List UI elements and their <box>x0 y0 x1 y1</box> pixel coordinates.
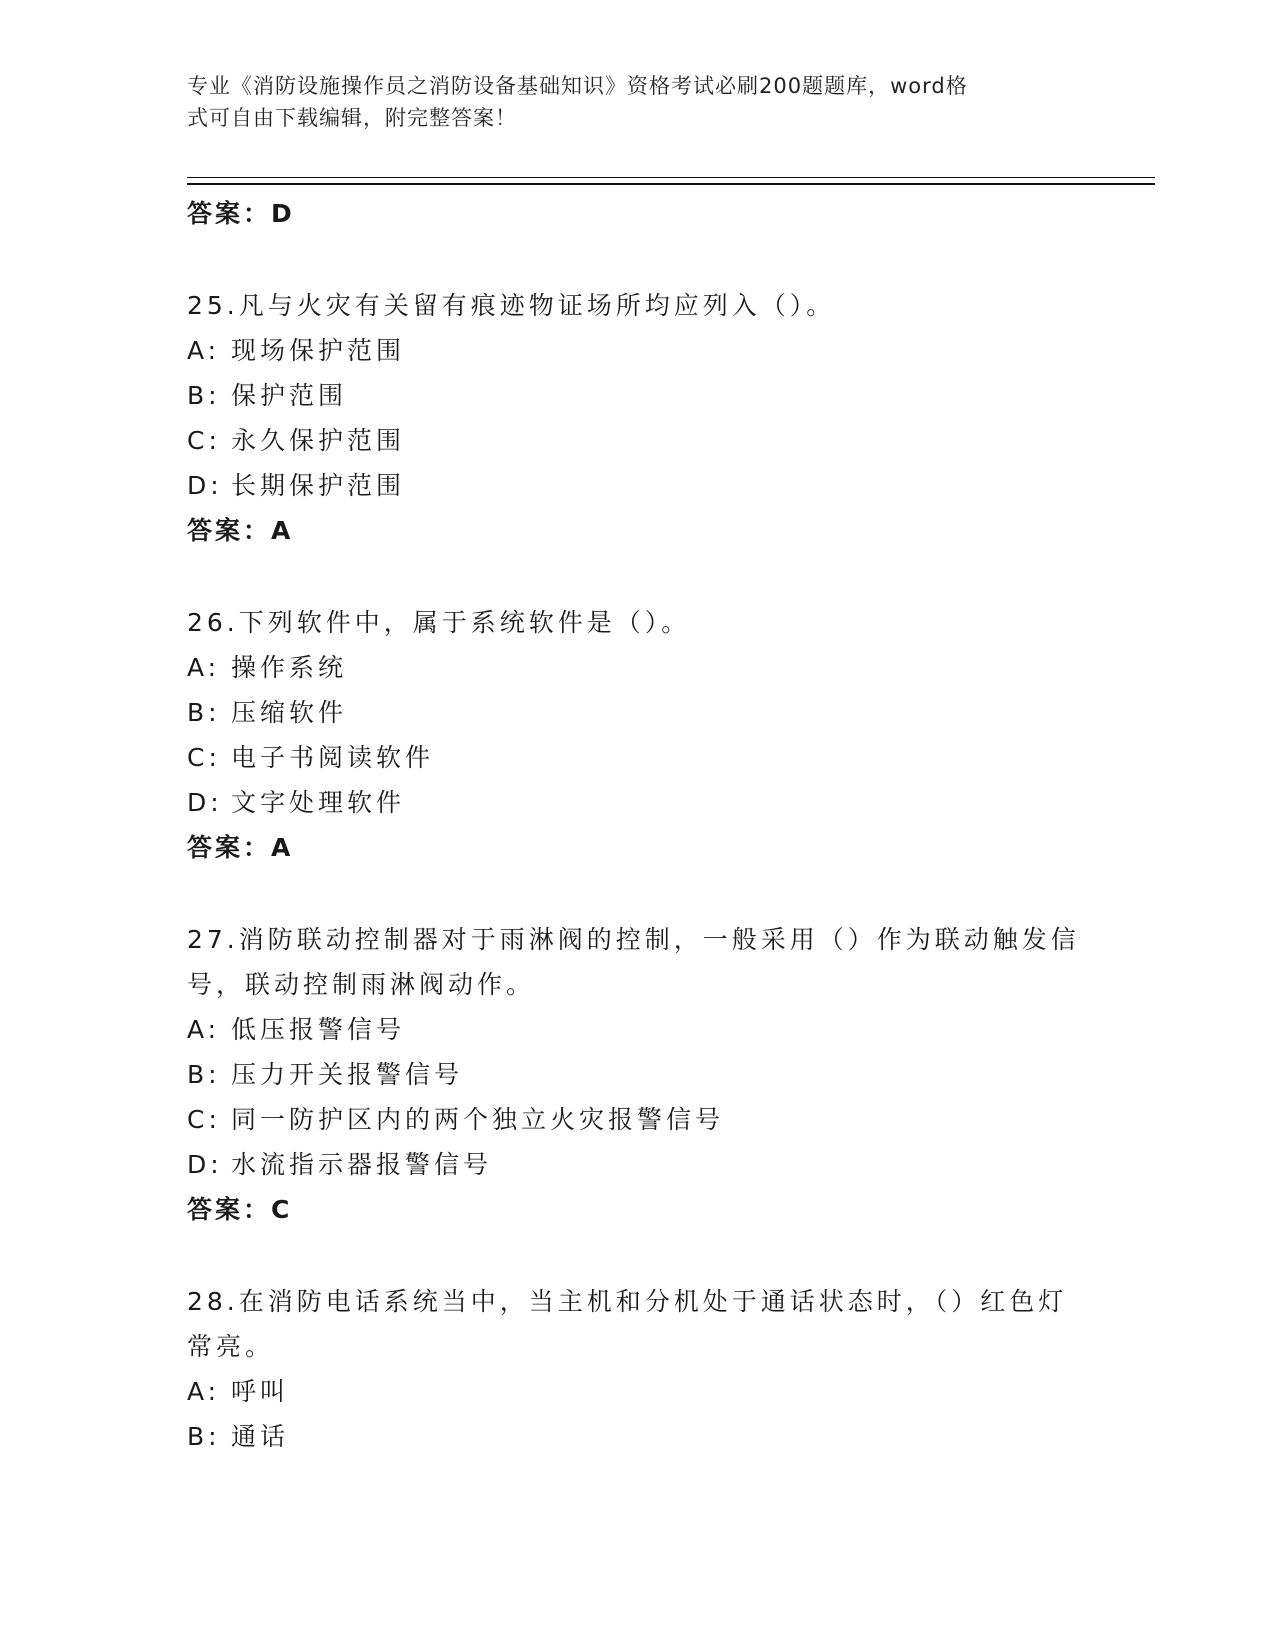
option-text: 压缩软件 <box>231 698 348 727</box>
previous-answer: 答案：D <box>187 199 295 228</box>
option-text: 通话 <box>231 1422 290 1451</box>
option-b <box>187 1414 1087 1459</box>
question-text-line-2: 常亮。 <box>187 1332 275 1361</box>
option-letter: B: <box>187 381 221 410</box>
option-a <box>187 1369 1087 1414</box>
option-d <box>187 780 1087 825</box>
question-25 <box>187 283 1087 553</box>
question-text-line-1: 27.消防联动控制器对于雨淋阀的控制，一般采用（）作为联动触发信 <box>187 925 1080 954</box>
option-letter: B: <box>187 1060 221 1089</box>
document-header <box>187 70 1067 134</box>
question-26 <box>187 600 1087 870</box>
option-text: 电子书阅读软件 <box>231 743 435 772</box>
question-28 <box>187 1279 1087 1459</box>
option-text: 长期保护范围 <box>231 471 406 500</box>
option-a <box>187 328 1087 373</box>
header-line-2: 式可自由下载编辑，附完整答案！ <box>187 106 517 130</box>
header-line-1: 专业《消防设施操作员之消防设备基础知识》资格考试必刷200题题库，word格 <box>187 74 968 98</box>
answer: 答案：A <box>187 516 294 545</box>
option-text: 现场保护范围 <box>231 336 406 365</box>
option-text: 操作系统 <box>231 653 348 682</box>
question-27 <box>187 917 1087 1232</box>
option-letter: D: <box>187 788 223 817</box>
option-text: 低压报警信号 <box>231 1015 406 1044</box>
option-letter: A: <box>187 1015 221 1044</box>
option-letter: D: <box>187 1150 223 1179</box>
option-letter: A: <box>187 336 221 365</box>
option-a <box>187 645 1087 690</box>
option-c <box>187 1097 1087 1142</box>
answer: 答案：C <box>187 1195 293 1224</box>
option-c <box>187 735 1087 780</box>
option-text: 同一防护区内的两个独立火灾报警信号 <box>231 1105 725 1134</box>
option-d <box>187 463 1087 508</box>
option-letter: C: <box>187 426 221 455</box>
option-a <box>187 1007 1087 1052</box>
header-divider <box>187 177 1155 185</box>
option-letter: D: <box>187 471 223 500</box>
answer: 答案：A <box>187 833 294 862</box>
option-text: 压力开关报警信号 <box>231 1060 464 1089</box>
option-letter: A: <box>187 1377 221 1406</box>
question-text-line-1: 28.在消防电话系统当中，当主机和分机处于通话状态时，（）红色灯 <box>187 1287 1068 1316</box>
option-letter: B: <box>187 1422 221 1451</box>
option-c <box>187 418 1087 463</box>
question-text: 26.下列软件中，属于系统软件是（）。 <box>187 608 691 637</box>
option-text: 永久保护范围 <box>231 426 406 455</box>
option-text: 保护范围 <box>231 381 348 410</box>
option-letter: B: <box>187 698 221 727</box>
question-text-line-2: 号，联动控制雨淋阀动作。 <box>187 970 536 999</box>
option-text: 文字处理软件 <box>231 788 406 817</box>
option-d <box>187 1142 1087 1187</box>
option-letter: C: <box>187 1105 221 1134</box>
option-text: 水流指示器报警信号 <box>231 1150 493 1179</box>
option-letter: A: <box>187 653 221 682</box>
option-text: 呼叫 <box>231 1377 290 1406</box>
option-b <box>187 373 1087 418</box>
option-b <box>187 690 1087 735</box>
question-text: 25.凡与火灾有关留有痕迹物证场所均应列入（）。 <box>187 291 836 320</box>
document-body <box>187 191 1087 1459</box>
option-letter: C: <box>187 743 221 772</box>
option-b <box>187 1052 1087 1097</box>
